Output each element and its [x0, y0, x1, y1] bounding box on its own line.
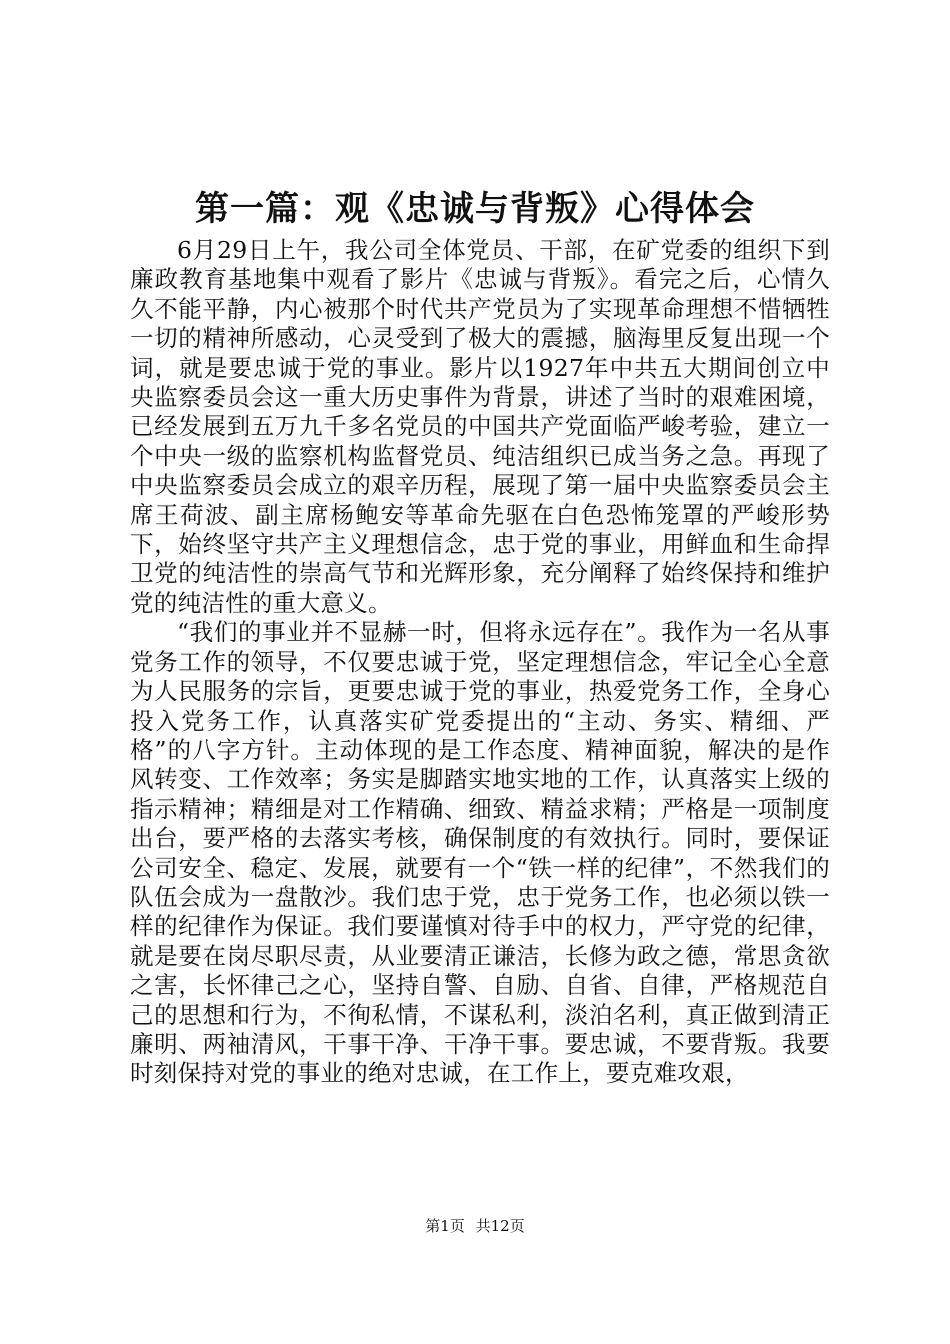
document-body	[130, 236, 830, 1089]
page-footer	[0, 1216, 950, 1236]
page-total: 共12页	[475, 1217, 525, 1235]
paragraph: 6月29日上午，我公司全体党员、干部，在矿党委的组织下到廉政教育基地集中观看了影片《忠诚与背叛》。看完之后，心情久久不能平静，内心被那个时代共产党员为了实现革命理想不惜牺牲一切的精神所感动，心灵受到了极大的震撼，脑海里反复出现一个词，就是要忠诚于党的事业。影片以1927年中共五大期间创立中央监察委员会这一重大历史事件为背景，讲述了当时的艰难困境，已经发展到五万九千多名党员的中国共产党面临严峻考验，建立一个中央一级的监察机构监督党员、纯洁组织已成当务之急。再现了中央监察委员会成立的艰辛历程，展现了第一届中央监察委员会主席王荷波、副主席杨鲍安等革命先驱在白色恐怖笼罩的严峻形势下，始终坚守共产主义理想信念，忠于党的事业，用鲜血和生命捍卫党的纯洁性的崇高气节和光辉形象，充分阐释了始终保持和维护党的纯洁性的重大意义。	[130, 236, 830, 617]
document-title: 第一篇：观《忠诚与背叛》心得体会	[195, 189, 755, 229]
paragraph: “我们的事业并不显赫一时，但将永远存在”。我作为一名从事党务工作的领导，不仅要忠诚于党，坚定理想信念，牢记全心全意为人民服务的宗旨，更要忠诚于党的事业，热爱党务工作，全身心投入党务工作，认真落实矿党委提出的“主动、务实、精细、严格”的八字方针。主动体现的是工作态度、精神面貌，解决的是作风转变、工作效率；务实是脚踏实地实地的工作，认真落实上级的指示精神；精细是对工作精确、细致、精益求精；严格是一项制度出台，要严格的去落实考核，确保制度的有效执行。同时，要保证公司安全、稳定、发展，就要有一个“铁一样的纪律”，不然我们的队伍会成为一盘散沙。我们忠于党，忠于党务工作，也必须以铁一样的纪律作为保证。我们要谨慎对待手中的权力，严守党的纪律，就是要在岗尽职尽责，从业要清正谦洁，长修为政之德，常思贪欲之害，长怀律己之心，坚持自警、自励、自省、自律，严格规范自己的思想和行为，不徇私情，不谋私利，淡泊名利，真正做到清正廉明、两袖清风，干事干净、干净干事。要忠诚，不要背叛。我要时刻保持对党的事业的绝对忠诚，在工作上，要克难攻艰，	[130, 618, 830, 1088]
page-number: 第1页	[425, 1217, 465, 1235]
